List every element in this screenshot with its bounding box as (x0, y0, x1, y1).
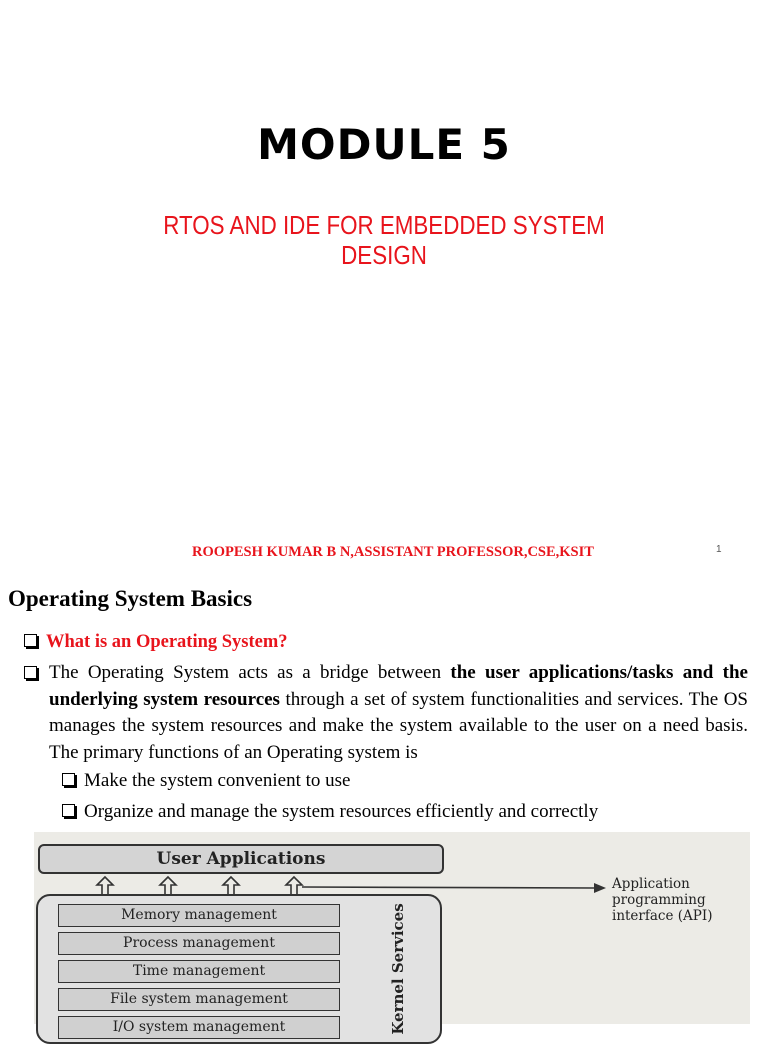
kernel-item-memory: Memory management (58, 904, 340, 927)
subtitle-line-2: DESIGN (341, 240, 427, 270)
sub-bullet-text: Make the system convenient to use (84, 770, 351, 791)
user-applications-box: User Applications (38, 844, 444, 874)
sub-bullet-text: Organize and manage the system resources efficiently and correctly (84, 801, 599, 822)
api-line-3: interface (API) (612, 908, 713, 924)
author-footer: ROOPESH KUMAR B N,ASSISTANT PROFESSOR,CSE,KSIT (192, 544, 594, 560)
question-bullet (24, 632, 288, 653)
kernel-services-label (380, 903, 416, 1035)
checkbox-bullet-icon (24, 634, 37, 647)
kernel-item-process: Process management (58, 932, 340, 955)
kernel-item-filesystem: File system management (58, 988, 340, 1011)
kernel-item-io: I/O system management (58, 1016, 340, 1039)
api-pointer-arrowhead-icon (594, 883, 606, 893)
para-intro: The Operating System acts as a bridge between (49, 662, 451, 683)
module-title: MODULE 5 (257, 120, 511, 169)
api-label (612, 876, 752, 924)
api-line-2: programming (612, 892, 706, 908)
slide-number: 1 (716, 544, 722, 555)
module-subtitle (54, 210, 714, 270)
sub-bullet-2 (62, 801, 598, 823)
kernel-services-text: Kernel Services (389, 903, 407, 1035)
content-slide (0, 572, 768, 1035)
api-line-1: Application (612, 876, 690, 892)
checkbox-bullet-icon (62, 804, 75, 817)
kernel-item-time: Time management (58, 960, 340, 983)
checkbox-bullet-icon (24, 666, 37, 679)
api-pointer-line (302, 887, 594, 888)
sub-bullet-1 (62, 770, 350, 792)
slide-title: Operating System Basics (8, 586, 253, 611)
checkbox-bullet-icon (62, 773, 75, 786)
para-bold: the user applications/tasks and the underlying system resources (49, 662, 748, 710)
para-rest: through a set of system functionalities and services. The OS manages the system resources and make the system available to the user on a need basis. The primary functions of an Operating system is (49, 688, 748, 763)
definition-paragraph (24, 660, 748, 766)
subtitle-line-1: RTOS AND IDE FOR EMBEDDED SYSTEM (163, 210, 605, 240)
question-text: What is an Operating System? (46, 632, 288, 652)
os-architecture-diagram (34, 832, 750, 1035)
